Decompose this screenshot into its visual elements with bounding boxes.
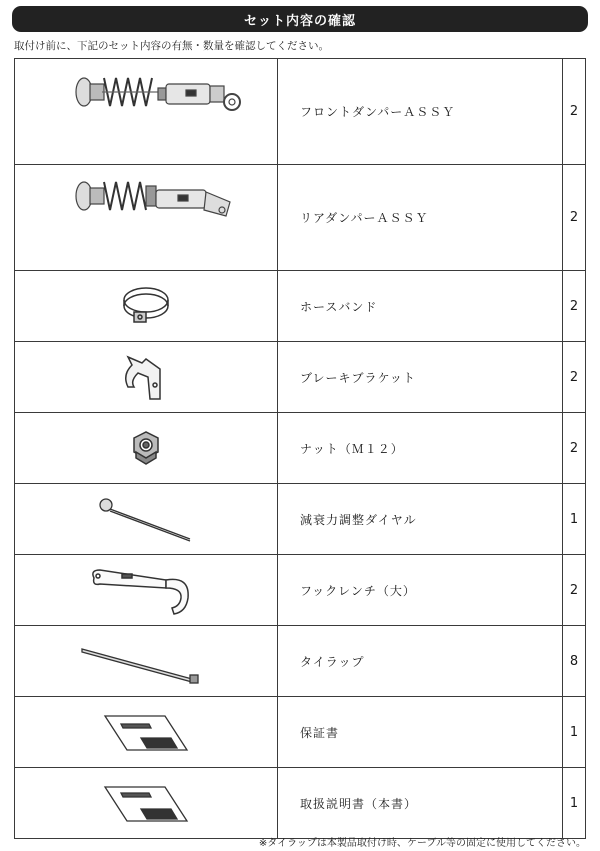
item-name: 保証書 [278, 697, 563, 768]
table-row [15, 768, 586, 839]
manual-icon [91, 773, 201, 833]
warranty-card-icon [91, 702, 201, 762]
item-qty: 2 [563, 413, 586, 484]
adjust-dial-icon [86, 489, 206, 549]
item-qty: 2 [563, 165, 586, 271]
item-name: フロントダンパーＡＳＳＹ [278, 59, 563, 165]
item-qty: 1 [563, 484, 586, 555]
item-qty: 2 [563, 59, 586, 165]
item-name: 取扱説明書（本書） [278, 768, 563, 839]
item-name: タイラップ [278, 626, 563, 697]
front-damper-icon [46, 62, 246, 162]
item-qty: 2 [563, 271, 586, 342]
item-qty: 1 [563, 697, 586, 768]
table-row [15, 697, 586, 768]
item-qty: 1 [563, 768, 586, 839]
item-qty: 2 [563, 555, 586, 626]
item-name: リアダンパーＡＳＳＹ [278, 165, 563, 271]
item-name: ホースバンド [278, 271, 563, 342]
item-name: フックレンチ（大） [278, 555, 563, 626]
intro-text: 取付け前に、下記のセット内容の有無・数量を確認してください。 [14, 40, 329, 52]
item-name: ナット（Ｍ１２） [278, 413, 563, 484]
brake-bracket-icon [106, 347, 186, 407]
table-row [15, 59, 586, 165]
contents-table [14, 58, 586, 839]
table-row [15, 484, 586, 555]
item-qty: 2 [563, 342, 586, 413]
nut-icon [106, 418, 186, 478]
table-row [15, 626, 586, 697]
cable-tie-icon [76, 631, 216, 691]
table-row [15, 271, 586, 342]
table-row [15, 165, 586, 271]
table-row [15, 413, 586, 484]
table-row [15, 555, 586, 626]
rear-damper-icon [46, 168, 246, 268]
hose-band-icon [106, 276, 186, 336]
item-name: ブレーキブラケット [278, 342, 563, 413]
item-qty: 8 [563, 626, 586, 697]
table-row [15, 342, 586, 413]
page-title: セット内容の確認 [12, 6, 588, 32]
hook-wrench-icon [86, 560, 206, 620]
footnote: ※タイラップは本製品取付け時、ケーブル等の固定に使用してください。 [258, 838, 586, 849]
item-name: 減衰力調整ダイヤル [278, 484, 563, 555]
